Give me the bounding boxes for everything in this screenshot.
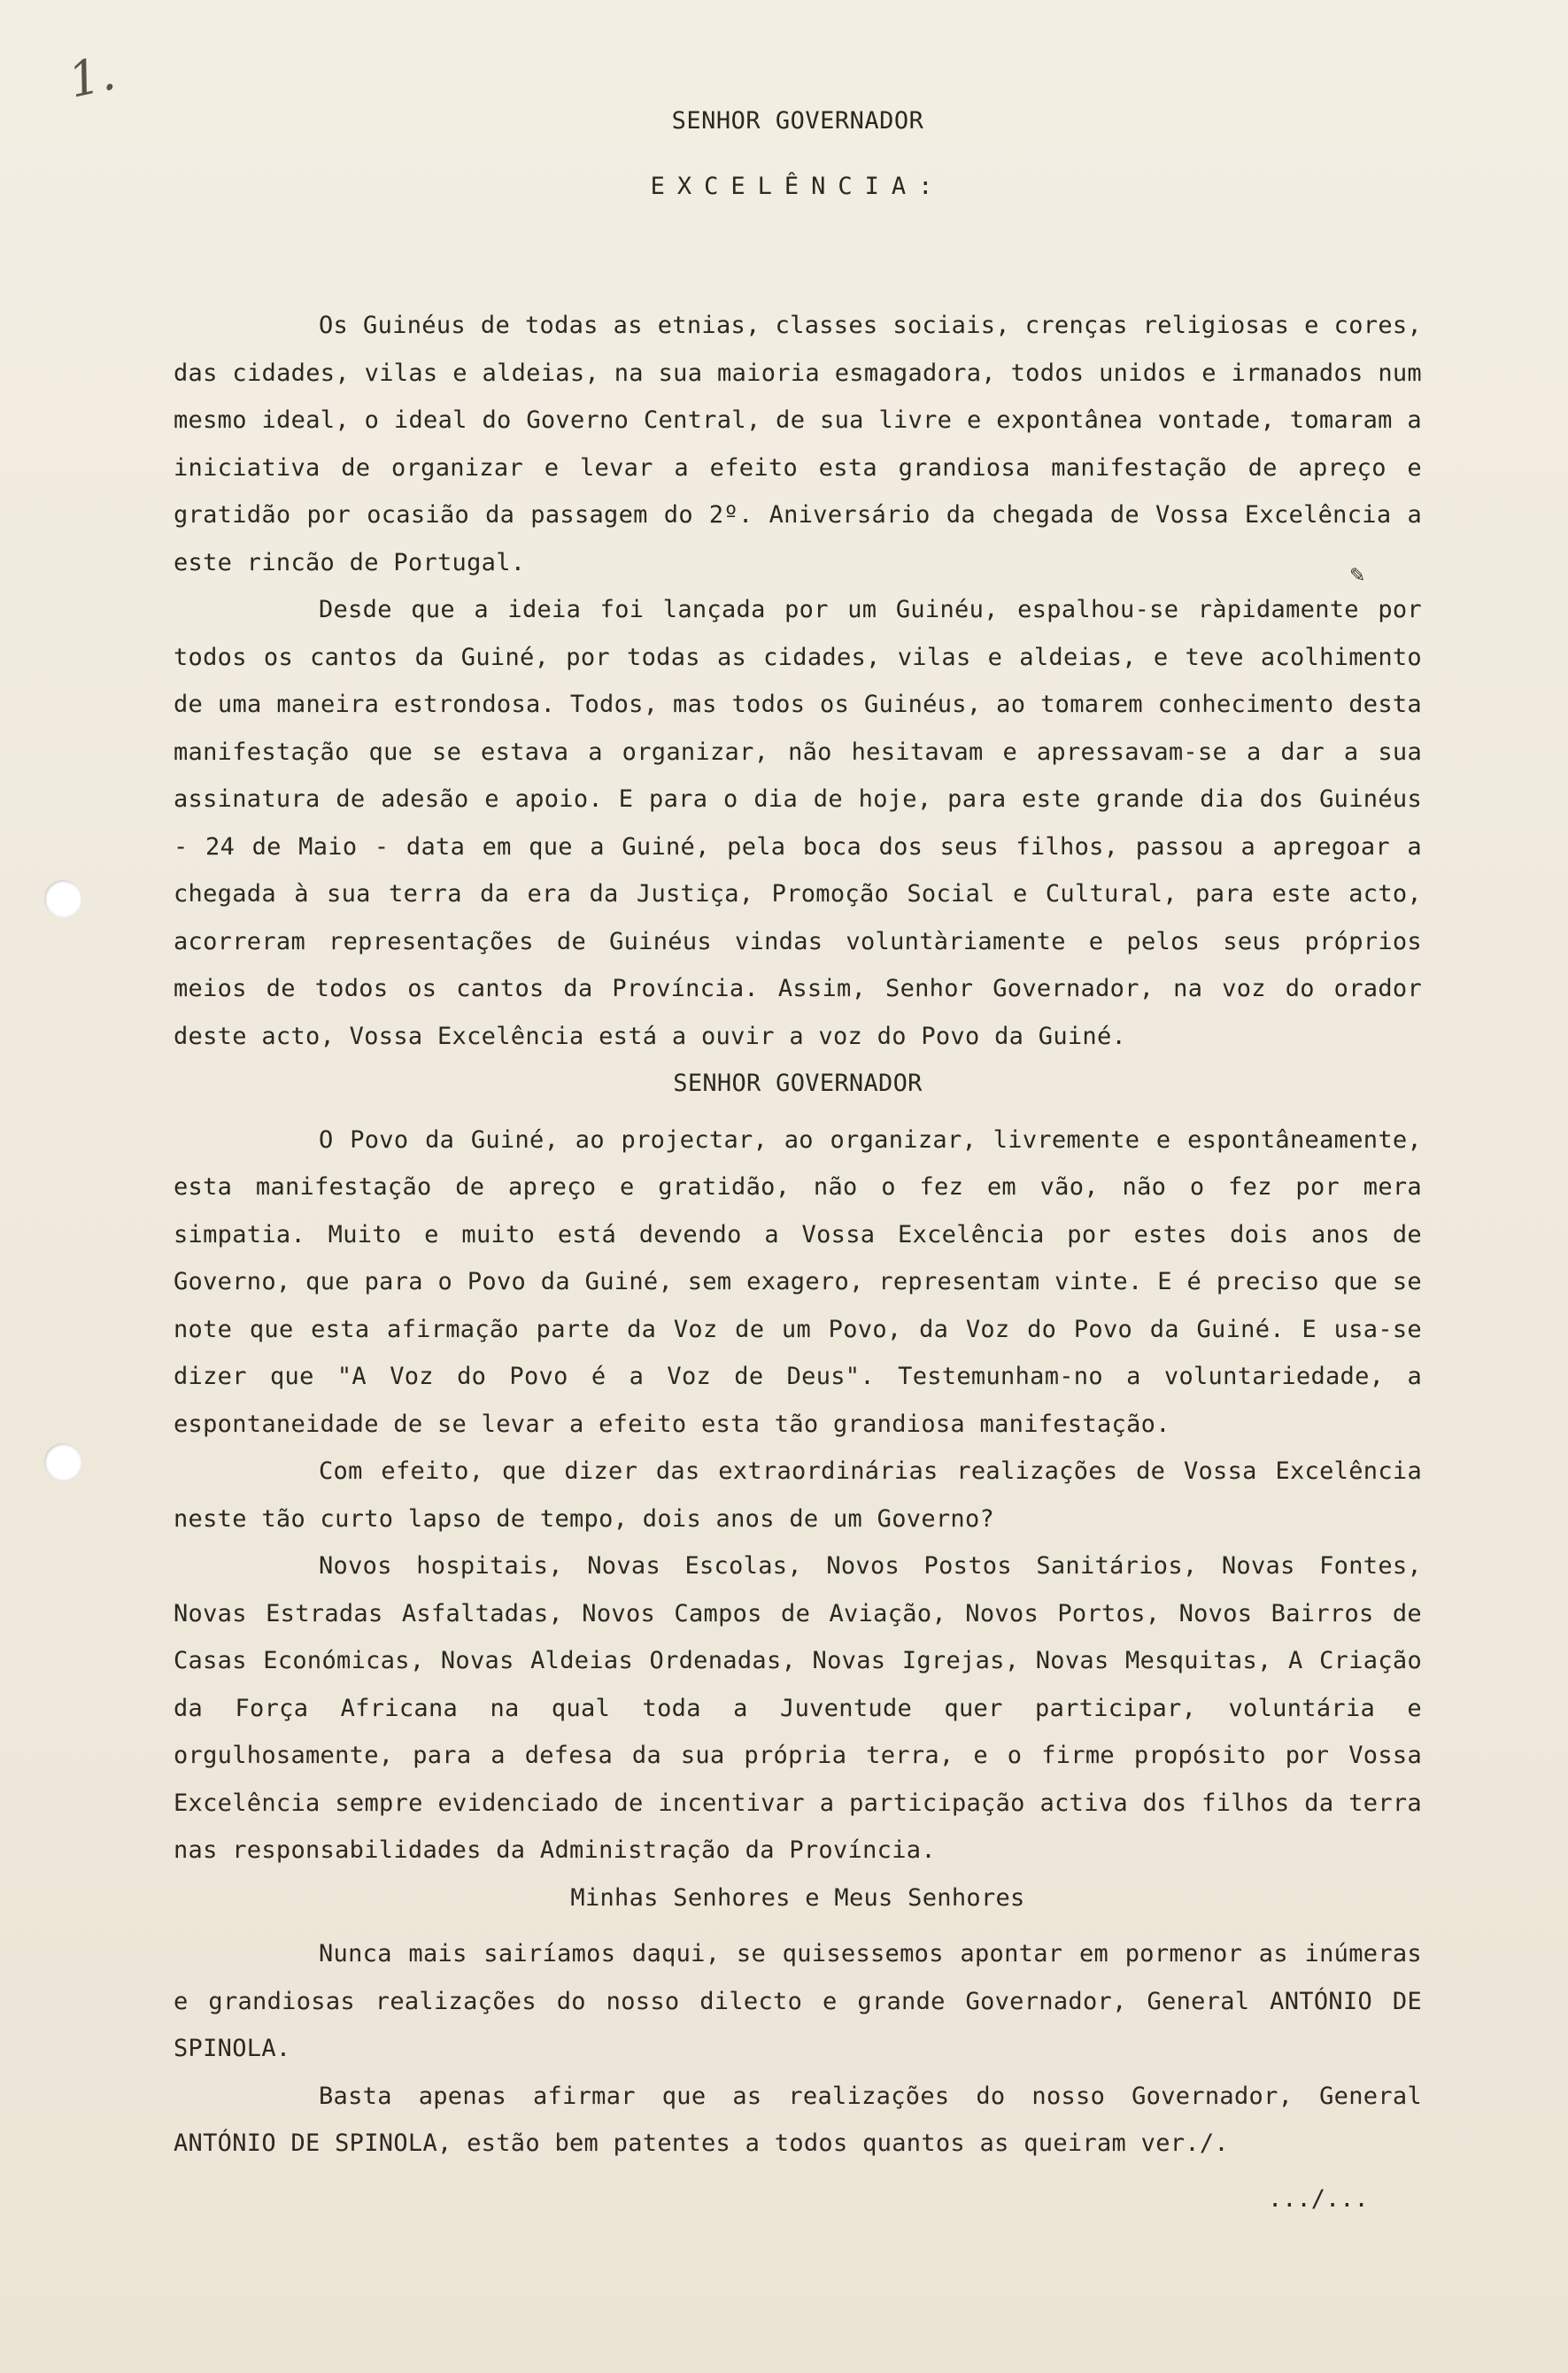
paragraph-7: Basta apenas afirmar que as realizações do nosso Governador, General ANTÓNIO DE SPINOLA, estão bem patentes a todos quantos as queiram ver./. — [174, 2082, 1422, 2157]
paragraph-2: Desde que a ideia foi lançada por um Guinéu, espalhou-se ràpidamente por todos os cantos da Guiné, por todas as cidades, vilas e aldeias, e teve acolhimento de uma maneira estrondosa. Todos, mas todos os Guinéus, ao tomarem conhecimento desta manifestação que se estava a organizar, não hesitavam e apressavam-se a dar a sua assinatura de adesão e apoio. E para o dia de hoje, para este grande dia dos Guinéus - 24 de Maio - data em que a Guiné, pela boca dos seus filhos, passou a apregoar a chegada à sua terra da era da Justiça, Promoção Social e Cultural, para este acto, acorreram representações de Guinéus vindas voluntàriamente e pelos seus próprios meios de todos os cantos da Província. Assim, Senhor Governador, na voz do orador deste acto, Vossa Excelência está a ouvir a voz do Povo da Guiné. — [174, 596, 1422, 1050]
section-title-governador: SENHOR GOVERNADOR — [673, 1070, 923, 1097]
paragraph-1: Os Guinéus de todas as etnias, classes sociais, crenças religiosas e cores, das cidades, vilas e aldeias, na sua maioria esmagadora, todos unidos e irmanados num mesmo ideal, o ideal do Governo Central, de sua livre e expontânea vontade, tomaram a iniciativa de organizar e levar a efeito esta grandiosa manifestação de apreço e gratidão por ocasião da passagem do 2º. Aniversário da chegada de Vossa Excelência a este rincão de Portugal. — [174, 312, 1422, 576]
page-number: 1. — [64, 44, 120, 109]
punch-hole — [44, 880, 81, 917]
letter-body — [174, 97, 1422, 2168]
paragraph-5: Novos hospitais, Novas Escolas, Novos Postos Sanitários, Novas Fontes, Novas Estradas Asfaltadas, Novos Campos de Aviação, Novos Portos, Novos Bairros de Casas Económicas, Novas Aldeias Ordenadas, Novas Igrejas, Novas Mesquitas, A Criação da Força Africana na qual toda a Juventude quer participar, voluntária e orgulhosamente, para a defesa da sua própria terra, e o firme propósito por Vossa Excelência sempre evidenciado de incentivar a participação activa dos filhos da terra nas responsabilidades da Administração da Província. — [174, 1552, 1422, 1864]
salutation: EXCELÊNCIA: — [650, 172, 946, 200]
continuation-mark: .../... — [1268, 2185, 1369, 2213]
paragraph-3: O Povo da Guiné, ao projectar, ao organizar, livremente e espontâneamente, esta manifestação de apreço e gratidão, não o fez em vão, não o fez por mera simpatia. Muito e muito está devendo a Vossa Excelência por estes dois anos de Governo, que para o Povo da Guiné, sem exagero, representam vinte. E é preciso que se note que esta afirmação parte da Voz de um Povo, da Voz do Povo da Guiné. E usa-se dizer que "A Voz do Povo é a Voz de Deus". Testemunham-no a voluntariedade, a espontaneidade de se levar a efeito esta tão grandiosa manifestação. — [174, 1125, 1422, 1438]
paragraph-6: Nunca mais sairíamos daqui, se quisessemos apontar em pormenor as inúmeras e grandiosas realizações do nosso dilecto e grande Governador, General ANTÓNIO DE SPINOLA. — [174, 1940, 1422, 2062]
paragraph-4: Com efeito, que dizer das extraordinárias realizações de Vossa Excelência neste tão curto lapso de tempo, dois anos de um Governo? — [174, 1457, 1422, 1533]
section-title-senhores: Minhas Senhores e Meus Senhores — [570, 1883, 1025, 1912]
stray-mark: ✎ — [1349, 565, 1366, 587]
punch-hole — [44, 1443, 81, 1480]
header-title: SENHOR GOVERNADOR — [671, 107, 924, 135]
